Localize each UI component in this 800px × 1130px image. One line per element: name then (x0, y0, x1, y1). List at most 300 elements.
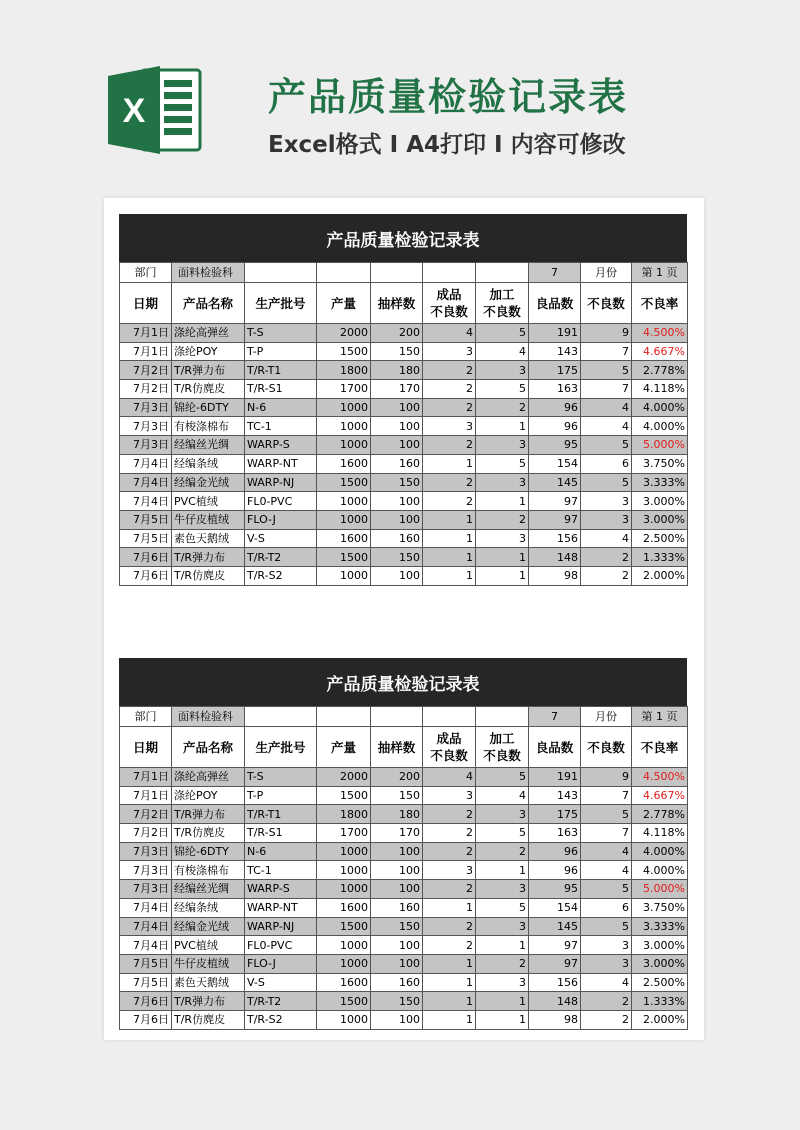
table-cell[interactable]: 7月6日 (120, 992, 172, 1011)
table-cell[interactable]: 4.000% (632, 861, 688, 880)
logo-letter: X (122, 92, 146, 130)
empty-cell[interactable] (423, 263, 476, 283)
table-cell[interactable]: 100 (371, 417, 423, 436)
table-cell[interactable]: 牛仔皮植绒 (172, 954, 245, 973)
table-cell[interactable]: FLO-J (245, 954, 317, 973)
table-cell[interactable]: 2000 (317, 324, 371, 343)
table-cell[interactable]: 1500 (317, 917, 371, 936)
table-cell[interactable]: 1.333% (632, 992, 688, 1011)
table-cell[interactable]: 100 (371, 398, 423, 417)
table-cell[interactable]: T/R-T1 (245, 805, 317, 824)
table-cell[interactable]: 7月3日 (120, 417, 172, 436)
table-cell[interactable]: 4 (581, 842, 632, 861)
table-cell[interactable]: 1 (476, 548, 529, 567)
table-cell[interactable]: 3.000% (632, 510, 688, 529)
table-cell[interactable]: 7 (581, 786, 632, 805)
table-cell[interactable]: WARP-S (245, 436, 317, 455)
table-cell[interactable]: 150 (371, 548, 423, 567)
table-cell[interactable]: T-P (245, 786, 317, 805)
table-cell[interactable]: 素色天鹅绒 (172, 529, 245, 548)
table-cell[interactable]: 2 (476, 510, 529, 529)
table-cell[interactable]: 3 (581, 492, 632, 511)
page-header (0, 0, 800, 200)
table-cell[interactable]: 4.000% (632, 398, 688, 417)
table-cell[interactable]: 3 (581, 954, 632, 973)
table-cell[interactable]: 7月4日 (120, 936, 172, 955)
table-cell[interactable]: 1 (423, 454, 476, 473)
table-cell[interactable]: 160 (371, 529, 423, 548)
table-cell[interactable]: 143 (529, 786, 581, 805)
table-cell[interactable]: 145 (529, 473, 581, 492)
table-cell[interactable]: WARP-S (245, 880, 317, 899)
table-cell[interactable]: T/R仿麂皮 (172, 380, 245, 399)
table-cell[interactable]: 1 (476, 992, 529, 1011)
table-cell[interactable]: 2.000% (632, 566, 688, 585)
table-cell[interactable]: 1000 (317, 861, 371, 880)
table-cell[interactable]: 4 (581, 861, 632, 880)
table-cell[interactable]: 2 (423, 398, 476, 417)
table-cell[interactable]: 2.778% (632, 805, 688, 824)
table-cell[interactable]: 3 (476, 805, 529, 824)
table-cell[interactable]: WARP-NJ (245, 473, 317, 492)
table-cell[interactable]: 2 (423, 361, 476, 380)
table-cell[interactable]: 6 (581, 898, 632, 917)
table-cell[interactable]: WARP-NJ (245, 917, 317, 936)
table-cell[interactable]: 3 (476, 529, 529, 548)
table-cell[interactable]: 7月3日 (120, 436, 172, 455)
table-cell[interactable]: 1700 (317, 380, 371, 399)
table-cell[interactable]: T-P (245, 342, 317, 361)
table-cell[interactable]: 经编丝光绸 (172, 880, 245, 899)
table-cell[interactable]: 2 (476, 954, 529, 973)
table-cell[interactable]: 1 (423, 548, 476, 567)
table-cell[interactable]: 3.333% (632, 473, 688, 492)
table-cell[interactable]: 160 (371, 454, 423, 473)
table-cell[interactable]: 3 (476, 880, 529, 899)
table-cell[interactable]: 1500 (317, 473, 371, 492)
empty-cell[interactable] (423, 707, 476, 727)
table-cell[interactable]: 163 (529, 380, 581, 399)
table-cell[interactable]: 100 (371, 954, 423, 973)
empty-cell[interactable] (371, 707, 423, 727)
table-cell[interactable]: 175 (529, 805, 581, 824)
table-cell[interactable]: 7月6日 (120, 1010, 172, 1029)
table-cell[interactable]: 2 (423, 492, 476, 511)
table-cell[interactable]: 7月3日 (120, 880, 172, 899)
table-cell[interactable]: 3 (476, 473, 529, 492)
table-cell[interactable]: 1 (423, 973, 476, 992)
table-cell[interactable]: PVC植绒 (172, 492, 245, 511)
table-cell[interactable]: 4 (476, 342, 529, 361)
table-cell[interactable]: 4.000% (632, 417, 688, 436)
table-cell[interactable]: 150 (371, 786, 423, 805)
table-cell[interactable]: 2 (581, 566, 632, 585)
table-cell[interactable]: 3.000% (632, 492, 688, 511)
empty-cell[interactable] (371, 263, 423, 283)
table-cell[interactable]: T/R仿麂皮 (172, 566, 245, 585)
table-cell[interactable]: 1 (423, 954, 476, 973)
table-cell[interactable]: 4 (581, 973, 632, 992)
empty-cell[interactable] (476, 707, 529, 727)
table-cell[interactable]: T-S (245, 324, 317, 343)
table-cell[interactable]: 100 (371, 936, 423, 955)
table-cell[interactable]: 经编条绒 (172, 454, 245, 473)
table-cell[interactable]: T/R弹力布 (172, 992, 245, 1011)
table-cell[interactable]: 2 (423, 824, 476, 843)
table-cell[interactable]: 1500 (317, 786, 371, 805)
table-cell[interactable]: 180 (371, 805, 423, 824)
table-cell[interactable]: 2 (581, 1010, 632, 1029)
table-cell[interactable]: 7月3日 (120, 398, 172, 417)
table-cell[interactable]: 2 (476, 398, 529, 417)
dept-value[interactable]: 面料检验科 (172, 707, 245, 727)
table-cell[interactable]: 涤纶POY (172, 786, 245, 805)
table-cell[interactable]: TC-1 (245, 417, 317, 436)
dept-value[interactable]: 面料检验科 (172, 263, 245, 283)
table-cell[interactable]: 100 (371, 861, 423, 880)
table-cell[interactable]: T/R-T2 (245, 992, 317, 1011)
table-cell[interactable]: 2 (581, 548, 632, 567)
column-header: 抽样数 (371, 727, 423, 768)
table-cell[interactable]: 3.000% (632, 936, 688, 955)
month-value[interactable]: 7 (529, 707, 581, 727)
table-cell[interactable]: 7月4日 (120, 917, 172, 936)
table-cell[interactable]: 97 (529, 936, 581, 955)
table-cell[interactable]: 180 (371, 361, 423, 380)
table-cell[interactable]: WARP-NT (245, 454, 317, 473)
table-cell[interactable]: 191 (529, 324, 581, 343)
table-cell[interactable]: 95 (529, 436, 581, 455)
table-cell[interactable]: FL0-PVC (245, 936, 317, 955)
table-row (120, 973, 688, 992)
table-cell[interactable]: 7月5日 (120, 529, 172, 548)
table-cell[interactable]: 148 (529, 548, 581, 567)
table-cell[interactable]: 7月1日 (120, 342, 172, 361)
table-cell[interactable]: 5 (476, 898, 529, 917)
table-cell[interactable]: 4.500% (632, 768, 688, 787)
table-cell[interactable]: 200 (371, 324, 423, 343)
table-cell[interactable]: 7月4日 (120, 454, 172, 473)
table-cell[interactable]: 7月4日 (120, 473, 172, 492)
table-cell[interactable]: 4 (581, 417, 632, 436)
month-value[interactable]: 7 (529, 263, 581, 283)
table-cell[interactable]: 1 (423, 529, 476, 548)
table-cell[interactable]: T/R-T1 (245, 361, 317, 380)
table-cell[interactable]: 1.333% (632, 548, 688, 567)
table-cell[interactable]: 9 (581, 324, 632, 343)
table-cell[interactable]: 3 (423, 786, 476, 805)
table-cell[interactable]: 163 (529, 824, 581, 843)
table-cell[interactable]: 5 (476, 454, 529, 473)
table-cell[interactable]: 1700 (317, 824, 371, 843)
table-cell[interactable]: 5 (581, 917, 632, 936)
table-cell[interactable]: 1000 (317, 1010, 371, 1029)
table-cell[interactable]: 1000 (317, 436, 371, 455)
table-cell[interactable]: 175 (529, 361, 581, 380)
table-cell[interactable]: 1000 (317, 398, 371, 417)
table-cell[interactable]: 1 (476, 1010, 529, 1029)
table-cell[interactable]: 1600 (317, 898, 371, 917)
table-cell[interactable]: 1000 (317, 954, 371, 973)
table-cell[interactable]: 1800 (317, 805, 371, 824)
table-cell[interactable]: 4.118% (632, 380, 688, 399)
table-cell[interactable]: 牛仔皮植绒 (172, 510, 245, 529)
table-cell[interactable]: 1 (423, 898, 476, 917)
table-cell[interactable]: 2.500% (632, 973, 688, 992)
table-cell[interactable]: 1600 (317, 454, 371, 473)
table-cell[interactable]: 5 (581, 361, 632, 380)
table-cell[interactable]: 涤纶高弹丝 (172, 768, 245, 787)
table-cell[interactable]: 4.000% (632, 842, 688, 861)
table-cell[interactable]: 经编丝光绸 (172, 436, 245, 455)
table-cell[interactable]: T/R弹力布 (172, 805, 245, 824)
empty-cell[interactable] (317, 707, 371, 727)
table-cell[interactable]: 4.667% (632, 786, 688, 805)
table-cell[interactable]: 145 (529, 917, 581, 936)
table-cell[interactable]: 2 (423, 436, 476, 455)
table-cell[interactable]: 5.000% (632, 880, 688, 899)
table-cell[interactable]: FL0-PVC (245, 492, 317, 511)
table-cell[interactable]: 191 (529, 768, 581, 787)
table-cell[interactable]: 1 (476, 417, 529, 436)
table-cell[interactable]: 100 (371, 880, 423, 899)
table-cell[interactable]: 100 (371, 436, 423, 455)
table-cell[interactable]: 7月1日 (120, 786, 172, 805)
table-cell[interactable]: T/R-S1 (245, 380, 317, 399)
table-cell[interactable]: 5 (476, 768, 529, 787)
table-cell[interactable]: 锦纶-6DTY (172, 398, 245, 417)
table-cell[interactable]: 7月1日 (120, 324, 172, 343)
table-cell[interactable]: 3 (423, 342, 476, 361)
table-cell[interactable]: 3 (423, 861, 476, 880)
table-cell[interactable]: 7月5日 (120, 973, 172, 992)
table-cell[interactable]: 7月6日 (120, 548, 172, 567)
table-cell[interactable]: 96 (529, 417, 581, 436)
table-cell[interactable]: 7月6日 (120, 566, 172, 585)
table-cell[interactable]: 7月1日 (120, 768, 172, 787)
table-cell[interactable]: T/R弹力布 (172, 548, 245, 567)
table-cell[interactable]: 9 (581, 768, 632, 787)
table-cell[interactable]: 素色天鹅绒 (172, 973, 245, 992)
table-cell[interactable]: 154 (529, 454, 581, 473)
table-cell[interactable]: 100 (371, 1010, 423, 1029)
table-cell[interactable]: 1000 (317, 880, 371, 899)
table-cell[interactable]: T/R-S2 (245, 1010, 317, 1029)
table-cell[interactable]: V-S (245, 973, 317, 992)
table-cell[interactable]: 1000 (317, 842, 371, 861)
table-cell[interactable]: 4.500% (632, 324, 688, 343)
table-cell[interactable]: 7月2日 (120, 380, 172, 399)
table-cell[interactable]: 150 (371, 473, 423, 492)
table-cell[interactable]: 3 (476, 973, 529, 992)
table-cell[interactable]: 经编条绒 (172, 898, 245, 917)
table-cell[interactable]: 2 (423, 880, 476, 899)
table-row (120, 768, 688, 787)
table-cell[interactable]: 1 (423, 1010, 476, 1029)
table-cell[interactable]: 1600 (317, 529, 371, 548)
table-cell[interactable]: T/R-T2 (245, 548, 317, 567)
table-cell[interactable]: 97 (529, 492, 581, 511)
table-cell[interactable]: 1 (476, 492, 529, 511)
table-cell[interactable]: 3.333% (632, 917, 688, 936)
table-cell[interactable]: 2.500% (632, 529, 688, 548)
table-cell[interactable]: 100 (371, 842, 423, 861)
table-cell[interactable]: 160 (371, 973, 423, 992)
table-cell[interactable]: 1000 (317, 936, 371, 955)
table-row (120, 1010, 688, 1029)
table-cell[interactable]: 经编金光绒 (172, 917, 245, 936)
table-cell[interactable]: 156 (529, 973, 581, 992)
table-cell[interactable]: 5 (476, 824, 529, 843)
table-cell[interactable]: 1500 (317, 992, 371, 1011)
table-cell[interactable]: 1 (423, 992, 476, 1011)
table-cell[interactable]: 3.750% (632, 454, 688, 473)
table-cell[interactable]: T/R-S2 (245, 566, 317, 585)
table-cell[interactable]: 3 (476, 361, 529, 380)
table-cell[interactable]: 96 (529, 861, 581, 880)
table-cell[interactable]: 3 (476, 436, 529, 455)
table-cell[interactable]: 4 (476, 786, 529, 805)
table-cell[interactable]: 4 (423, 324, 476, 343)
table-cell[interactable]: 2.000% (632, 1010, 688, 1029)
table-cell[interactable]: 200 (371, 768, 423, 787)
table-cell[interactable]: 1600 (317, 973, 371, 992)
table-cell[interactable]: T/R仿麂皮 (172, 1010, 245, 1029)
table-cell[interactable]: T/R-S1 (245, 824, 317, 843)
table-cell[interactable]: 7月2日 (120, 805, 172, 824)
table-cell[interactable]: PVC植绒 (172, 936, 245, 955)
table-cell[interactable]: 150 (371, 342, 423, 361)
empty-cell[interactable] (245, 263, 317, 283)
table-cell[interactable]: 5 (581, 805, 632, 824)
table-cell[interactable]: WARP-NT (245, 898, 317, 917)
table-cell[interactable]: 涤纶POY (172, 342, 245, 361)
table-cell[interactable]: 2 (423, 380, 476, 399)
table-cell[interactable]: 2000 (317, 768, 371, 787)
table-cell[interactable]: 7 (581, 380, 632, 399)
table-cell[interactable]: 1 (423, 510, 476, 529)
table-cell[interactable]: 6 (581, 454, 632, 473)
table-cell[interactable]: 3 (581, 510, 632, 529)
table-cell[interactable]: 1 (423, 566, 476, 585)
table-cell[interactable]: 7月3日 (120, 842, 172, 861)
table-cell[interactable]: 7月3日 (120, 861, 172, 880)
table-cell[interactable]: 170 (371, 824, 423, 843)
table-cell[interactable]: 98 (529, 566, 581, 585)
table-cell[interactable]: 5 (581, 473, 632, 492)
table-cell[interactable]: 143 (529, 342, 581, 361)
table-cell[interactable]: T/R仿麂皮 (172, 824, 245, 843)
table-cell[interactable]: 1 (476, 861, 529, 880)
table-cell[interactable]: 148 (529, 992, 581, 1011)
table-cell[interactable]: 156 (529, 529, 581, 548)
table-cell[interactable]: 3.750% (632, 898, 688, 917)
table-cell[interactable]: 7月4日 (120, 492, 172, 511)
table-cell[interactable]: 2.778% (632, 361, 688, 380)
table-cell[interactable]: 经编金光绒 (172, 473, 245, 492)
table-cell[interactable]: 2 (476, 842, 529, 861)
table-cell[interactable]: 97 (529, 954, 581, 973)
table-cell[interactable]: 170 (371, 380, 423, 399)
table-cell[interactable]: 2 (423, 805, 476, 824)
table-cell[interactable]: 150 (371, 992, 423, 1011)
table-cell[interactable]: 2 (581, 992, 632, 1011)
empty-cell[interactable] (317, 263, 371, 283)
table-cell[interactable]: T/R弹力布 (172, 361, 245, 380)
table-cell[interactable]: 7月2日 (120, 361, 172, 380)
empty-cell[interactable] (476, 263, 529, 283)
table-cell[interactable]: 96 (529, 842, 581, 861)
table-cell[interactable]: 2 (423, 917, 476, 936)
table-cell[interactable]: 1500 (317, 548, 371, 567)
table-cell[interactable]: 涤纶高弹丝 (172, 324, 245, 343)
table-cell[interactable]: 2 (423, 936, 476, 955)
table-cell[interactable]: 4.118% (632, 824, 688, 843)
table-cell[interactable]: 100 (371, 566, 423, 585)
empty-cell[interactable] (245, 707, 317, 727)
table-cell[interactable]: T-S (245, 768, 317, 787)
table-cell[interactable]: 5 (581, 880, 632, 899)
table-cell[interactable]: 2 (423, 473, 476, 492)
table-cell[interactable]: 5 (476, 324, 529, 343)
table-cell[interactable]: 1000 (317, 510, 371, 529)
table-cell[interactable]: 150 (371, 917, 423, 936)
table-cell[interactable]: 97 (529, 510, 581, 529)
table-cell[interactable]: 1000 (317, 492, 371, 511)
table-cell[interactable]: 7月5日 (120, 954, 172, 973)
table-cell[interactable]: 1000 (317, 566, 371, 585)
table-cell[interactable]: 4.667% (632, 342, 688, 361)
table-cell[interactable]: 95 (529, 880, 581, 899)
table-cell[interactable]: N-6 (245, 842, 317, 861)
table-cell[interactable]: N-6 (245, 398, 317, 417)
table-cell[interactable]: 160 (371, 898, 423, 917)
table-cell[interactable]: 154 (529, 898, 581, 917)
table-cell[interactable]: 有梭涤棉布 (172, 861, 245, 880)
table-cell[interactable]: 3.000% (632, 954, 688, 973)
table-cell[interactable]: 1000 (317, 417, 371, 436)
table-cell[interactable]: 7 (581, 342, 632, 361)
table-cell[interactable]: 2 (423, 842, 476, 861)
table-cell[interactable]: 1500 (317, 342, 371, 361)
table-cell[interactable]: 98 (529, 1010, 581, 1029)
table-cell[interactable]: 7 (581, 824, 632, 843)
table-cell[interactable]: 100 (371, 510, 423, 529)
table-cell[interactable]: 7月5日 (120, 510, 172, 529)
table-cell[interactable]: V-S (245, 529, 317, 548)
table-cell[interactable]: 3 (476, 917, 529, 936)
table-cell[interactable]: 1 (476, 566, 529, 585)
table-cell[interactable]: FLO-J (245, 510, 317, 529)
table-cell[interactable]: 4 (581, 398, 632, 417)
table-cell[interactable]: 3 (581, 936, 632, 955)
table-cell[interactable]: 有梭涤棉布 (172, 417, 245, 436)
table-cell[interactable]: 锦纶-6DTY (172, 842, 245, 861)
table-cell[interactable]: 5 (476, 380, 529, 399)
table-cell[interactable]: 1800 (317, 361, 371, 380)
table-cell[interactable]: 3 (423, 417, 476, 436)
table-cell[interactable]: 4 (423, 768, 476, 787)
table-cell[interactable]: 5 (581, 436, 632, 455)
table-cell[interactable]: TC-1 (245, 861, 317, 880)
table-cell[interactable]: 7月2日 (120, 824, 172, 843)
table-cell[interactable]: 100 (371, 492, 423, 511)
table-cell[interactable]: 96 (529, 398, 581, 417)
table-cell[interactable]: 5.000% (632, 436, 688, 455)
table-cell[interactable]: 4 (581, 529, 632, 548)
table-cell[interactable]: 7月4日 (120, 898, 172, 917)
table-cell[interactable]: 1 (476, 936, 529, 955)
